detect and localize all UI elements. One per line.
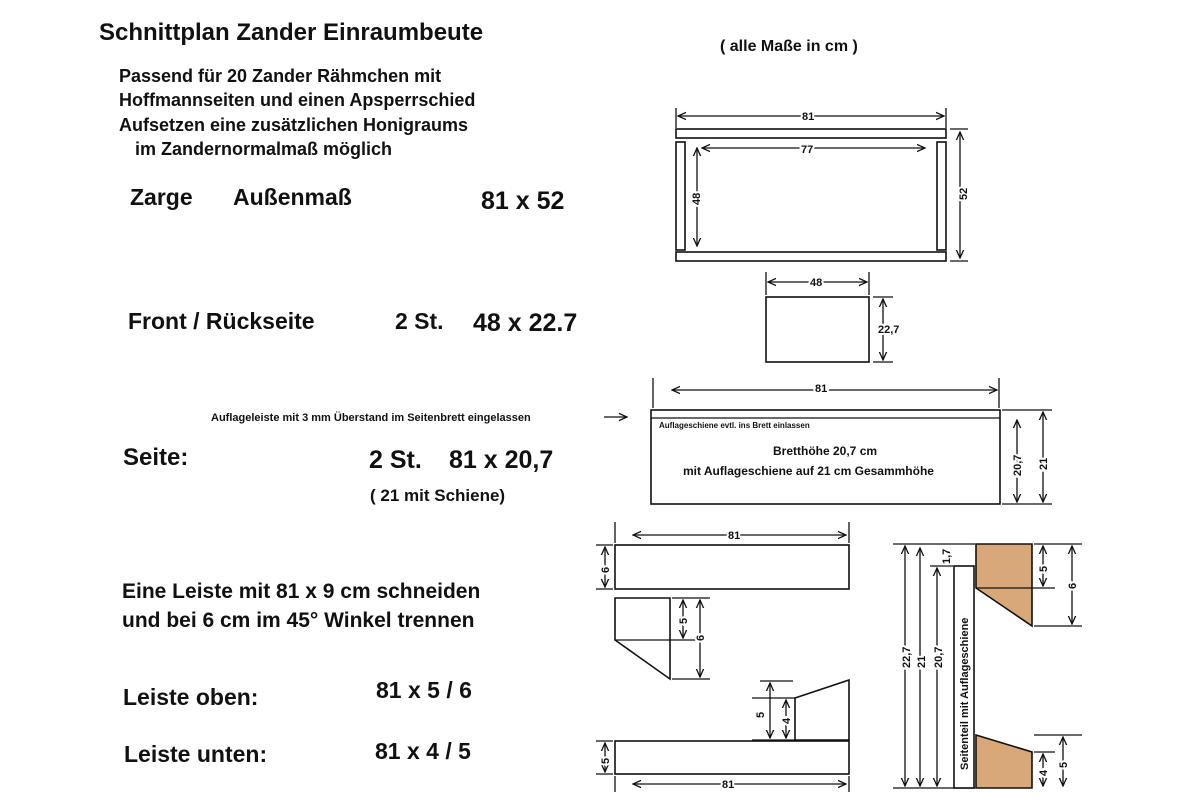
strip-bottom-width: 81 <box>722 779 735 791</box>
section-bot-b: 5 <box>1058 761 1070 768</box>
section-bot-a: 4 <box>1038 769 1050 776</box>
seite-height-board: 20,7 <box>1012 454 1024 476</box>
section-gap: 1,7 <box>941 548 953 564</box>
intro-line-3: Aufsetzen eine zusätzlichen Honigraums <box>119 115 469 135</box>
leiste-oben-piece <box>615 598 670 679</box>
strip-instruction-1: Eine Leiste mit 81 x 9 cm schneiden <box>122 580 481 603</box>
seite-note: ( 21 mit Schiene) <box>370 486 506 505</box>
seite-size: 81 x 20,7 <box>449 446 554 474</box>
zarge-right-side <box>937 142 946 250</box>
section-top-strip <box>976 544 1032 626</box>
seite-box-line2: mit Auflageschiene auf 21 cm Gesammhöhe <box>683 464 934 478</box>
intro-line-4: im Zandernormalmaß möglich <box>135 139 393 159</box>
seite-qty: 2 St. <box>369 446 422 474</box>
strip-bottom-height: 5 <box>600 757 612 764</box>
seite-label: Seite: <box>123 444 189 471</box>
leiste-oben-dim-b: 6 <box>695 634 707 641</box>
front-diagram <box>766 272 899 362</box>
zarge-size: 81 x 52 <box>481 187 565 215</box>
zarge-diagram <box>676 108 970 261</box>
seite-height-total: 21 <box>1038 457 1050 470</box>
front-board <box>766 297 869 362</box>
section-top-a: 5 <box>1038 565 1050 572</box>
strip-bottom-board <box>615 741 849 774</box>
strip-top-board <box>615 545 849 589</box>
front-size: 48 x 22.7 <box>473 309 578 337</box>
strip-diagrams <box>596 522 849 792</box>
page-title: Schnittplan Zander Einraumbeute <box>99 19 484 46</box>
leiste-unten-size: 81 x 4 / 5 <box>375 738 471 764</box>
section-bottom-strip <box>976 735 1032 788</box>
front-width: 48 <box>810 277 823 289</box>
section-top-b: 6 <box>1067 582 1079 589</box>
leiste-unten-dim-a: 5 <box>755 711 767 718</box>
section-diagram <box>893 544 1082 788</box>
front-label: Front / Rückseite <box>128 308 315 334</box>
leiste-oben-label: Leiste oben: <box>123 684 259 710</box>
front-height: 22,7 <box>878 324 900 336</box>
leiste-oben-size: 81 x 5 / 6 <box>376 677 472 703</box>
intro-line-1: Passend für 20 Zander Rähmchen mit <box>119 66 442 86</box>
zarge-inner-width: 77 <box>801 144 814 156</box>
strip-top-height: 6 <box>600 566 612 573</box>
zarge-outer-width: 81 <box>802 111 815 123</box>
strip-top-width: 81 <box>728 530 741 542</box>
leiste-oben-dim-a: 5 <box>678 617 690 624</box>
seite-box-line1: Bretthöhe 20,7 cm <box>773 444 878 458</box>
section-side-label: Seitenteil mit Auflageschiene <box>959 617 971 770</box>
strip-instruction-2: und bei 6 cm im 45° Winkel trennen <box>122 609 475 632</box>
seite-width: 81 <box>815 383 828 395</box>
zarge-outer-height: 52 <box>958 187 970 200</box>
units-note: ( alle Maße in cm ) <box>720 38 858 55</box>
leiste-unten-label: Leiste unten: <box>124 741 268 767</box>
seite-callout: Auflageleiste mit 3 mm Überstand im Seitenbrett eingelassen <box>211 412 531 424</box>
intro-line-2: Hoffmannseiten und einen Apsperrschied <box>119 90 476 110</box>
leiste-unten-dim-b: 4 <box>781 717 793 724</box>
seite-diagram <box>211 378 1052 504</box>
seite-box-note: Auflageschiene evtl. ins Brett einlassen <box>659 421 810 430</box>
zarge-back-board <box>676 252 946 261</box>
zarge-desc: Außenmaß <box>233 184 352 210</box>
section-h2: 21 <box>916 655 928 668</box>
zarge-inner-height: 48 <box>691 192 703 205</box>
zarge-left-side <box>676 142 685 250</box>
section-h3: 20,7 <box>933 646 945 668</box>
zarge-label: Zarge <box>130 184 193 210</box>
leiste-unten-piece <box>795 680 849 740</box>
front-qty: 2 St. <box>395 308 444 334</box>
zarge-front-board <box>676 129 946 138</box>
section-h1: 22,7 <box>901 646 913 668</box>
